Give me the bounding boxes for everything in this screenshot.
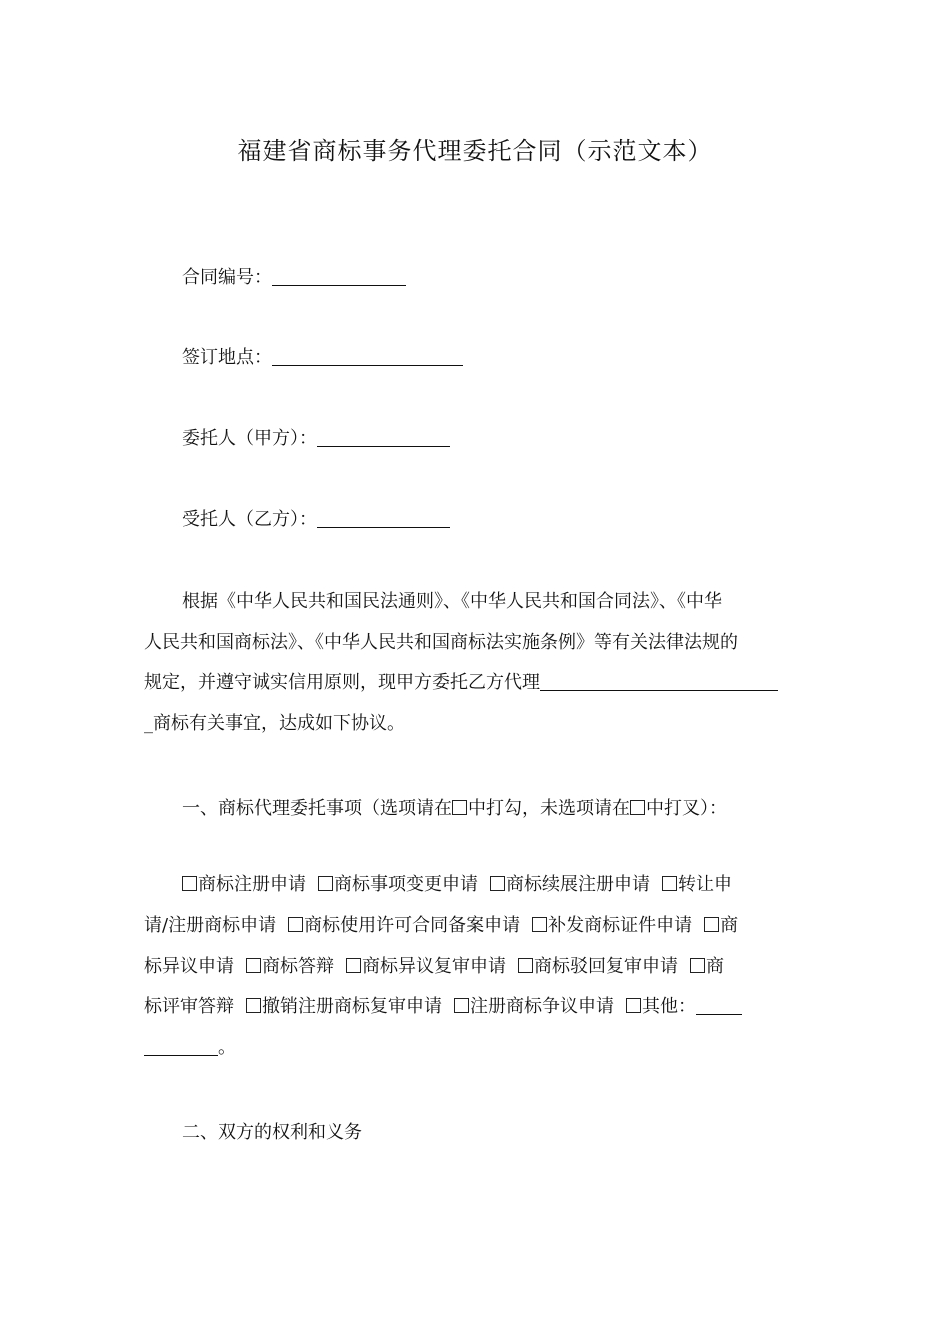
signing-place-label: 签订地点： bbox=[182, 347, 272, 368]
agent-field bbox=[182, 507, 450, 533]
option-certificate-reissue[interactable]: 补发商标证件申请 bbox=[532, 915, 692, 936]
section-1-heading-part-c: 中打叉）： bbox=[646, 798, 727, 819]
options-line-1 bbox=[144, 865, 804, 906]
options-line-2 bbox=[144, 906, 804, 947]
other-blank-1 bbox=[696, 994, 742, 1015]
option-other[interactable]: 其他： bbox=[626, 996, 696, 1017]
checkbox-icon[interactable] bbox=[518, 958, 533, 973]
checkbox-icon bbox=[630, 800, 645, 815]
contract-number-label: 合同编号： bbox=[182, 267, 272, 288]
principal-blank bbox=[317, 426, 450, 447]
option-opposition[interactable]: 商 bbox=[704, 915, 738, 936]
options-line-4 bbox=[144, 987, 804, 1028]
preamble-line-4-text: 商标有关事宜，达成如下协议。 bbox=[153, 712, 405, 734]
preamble-line-4 bbox=[144, 704, 804, 745]
option-rejection-review[interactable]: 商标驳回复审申请 bbox=[518, 956, 678, 977]
option-opposition-continued: 标异议申请 bbox=[144, 955, 234, 977]
preamble-line-3-text: 规定，并遵守诚实信用原则，现甲方委托乙方代理 bbox=[144, 672, 540, 693]
option-trademark-change[interactable]: 商标事项变更申请 bbox=[318, 874, 478, 895]
option-transfer-continued: 请/注册商标申请 bbox=[144, 914, 277, 936]
section-2-heading: 二、双方的权利和义务 bbox=[182, 1122, 362, 1143]
option-transfer[interactable]: 转让申 bbox=[662, 874, 732, 895]
principal-field bbox=[182, 426, 450, 452]
checkbox-icon[interactable] bbox=[626, 998, 641, 1013]
checkbox-icon[interactable] bbox=[454, 998, 469, 1013]
options-end-punctuation: 。 bbox=[218, 1037, 236, 1059]
option-review-reply-continued: 标评审答辩 bbox=[144, 996, 234, 1018]
preamble-line-4-prefix: _ bbox=[144, 712, 153, 734]
document-title: 福建省商标事务代理委托合同（示范文本） bbox=[237, 137, 713, 165]
section-1-heading-part-b: 中打勾，未选项请在 bbox=[468, 798, 630, 819]
principal-label: 委托人（甲方）： bbox=[182, 428, 317, 449]
option-trademark-reply[interactable]: 商标答辩 bbox=[246, 956, 334, 977]
checkbox-icon[interactable] bbox=[690, 958, 705, 973]
agent-label: 受托人（乙方）： bbox=[182, 509, 317, 530]
checkbox-icon[interactable] bbox=[182, 876, 197, 891]
option-trademark-registration[interactable]: 商标注册申请 bbox=[182, 874, 306, 895]
options-line-3 bbox=[144, 947, 804, 988]
preamble-line-1: 根据《中华人民共和国民法通则》、《中华人民共和国合同法》、《中华 bbox=[182, 591, 722, 612]
option-license-record[interactable]: 商标使用许可合同备案申请 bbox=[288, 915, 520, 936]
checkbox-icon[interactable] bbox=[490, 876, 505, 891]
section-1-heading-part-a: 一、商标代理委托事项（选项请在 bbox=[182, 798, 452, 819]
signing-place-blank bbox=[272, 345, 463, 366]
signing-place-field bbox=[182, 345, 463, 371]
checkbox-icon[interactable] bbox=[346, 958, 361, 973]
checkbox-icon[interactable] bbox=[662, 876, 677, 891]
checkbox-icon[interactable] bbox=[532, 917, 547, 932]
contract-number-blank bbox=[272, 265, 406, 286]
options-line-5 bbox=[144, 1028, 804, 1069]
checkbox-icon bbox=[452, 800, 467, 815]
option-revocation-review[interactable]: 撤销注册商标复审申请 bbox=[246, 996, 442, 1017]
option-opposition-review[interactable]: 商标异议复审申请 bbox=[346, 956, 506, 977]
checkbox-icon[interactable] bbox=[704, 917, 719, 932]
option-trademark-renewal[interactable]: 商标续展注册申请 bbox=[490, 874, 650, 895]
contract-number-field bbox=[182, 265, 406, 291]
agent-blank bbox=[317, 507, 450, 528]
preamble-paragraph bbox=[144, 582, 804, 744]
other-blank-2 bbox=[144, 1035, 218, 1056]
checkbox-icon[interactable] bbox=[288, 917, 303, 932]
agency-matter-blank bbox=[540, 670, 778, 691]
checkbox-icon[interactable] bbox=[246, 998, 261, 1013]
preamble-line-3 bbox=[144, 663, 804, 704]
checkbox-icon[interactable] bbox=[246, 958, 261, 973]
option-review-reply[interactable]: 商 bbox=[690, 956, 724, 977]
preamble-line-2: 人民共和国商标法》、《中华人民共和国商标法实施条例》等有关法律法规的 bbox=[144, 631, 738, 653]
option-dispute-application[interactable]: 注册商标争议申请 bbox=[454, 996, 614, 1017]
options-paragraph bbox=[144, 865, 804, 1069]
checkbox-icon[interactable] bbox=[318, 876, 333, 891]
section-1-heading bbox=[182, 796, 727, 822]
